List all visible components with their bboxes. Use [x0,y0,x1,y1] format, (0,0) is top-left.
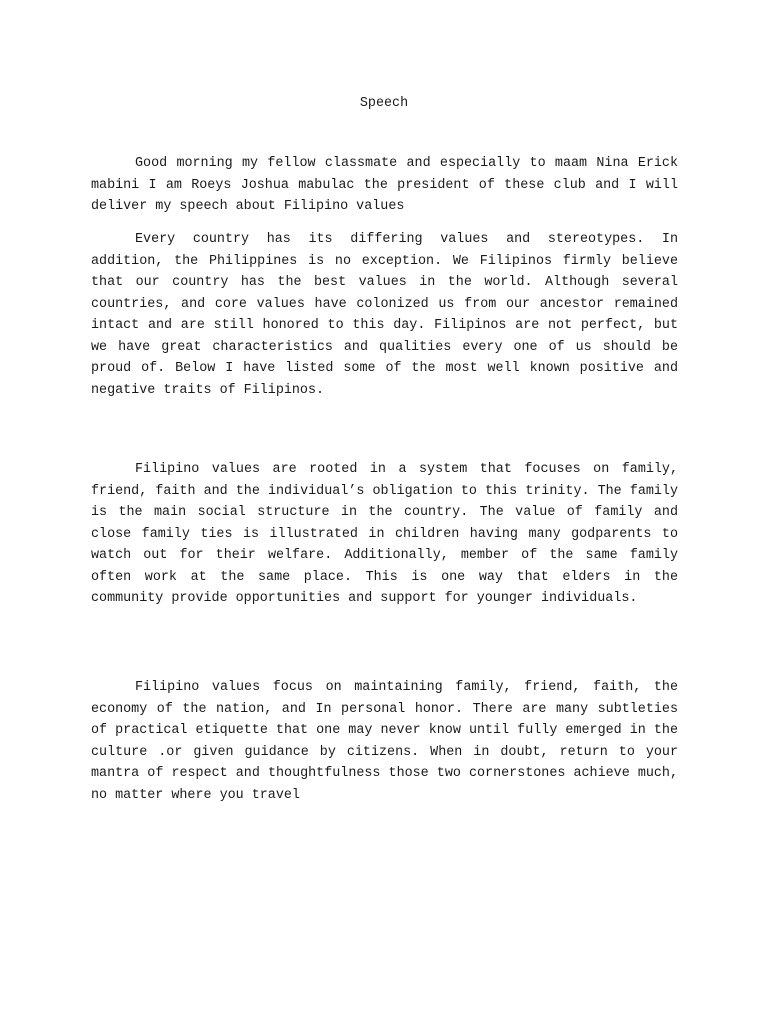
paragraph-values-intro: Every country has its differing values and stereotypes. In addition, the Philippines is no exception. We Filipinos firmly believe that our country has the best values in the world. Although several countries, and core values have colonized us from our ancestor remained intact and are still honored to this day. Filipinos are not perfect, but we have great characteristics and qualities every one of us should be proud of. Below I have listed some of the most well known positive and negative traits of Filipinos. [91,232,678,398]
paragraph-conclusion: Filipino values focus on maintaining family, friend, faith, the economy of the nation, and In personal honor. There are many subtleties of practical etiquette that one may never know until fully emerged in the culture .or given guidance by citizens. When in doubt, return to your mantra of respect and thoughtfulness those two cornerstones achieve much, no matter where you travel [91,680,678,803]
paragraph-greeting: Good morning my fellow classmate and especially to maam Nina Erick mabini I am Roeys Joshua mabulac the president of these club and I will deliver my speech about Filipino values [91,156,678,214]
document-title: Speech [359,96,409,111]
paragraph-family-values: Filipino values are rooted in a system that focuses on family, friend, faith and the individual’s obligation to this trinity. The family is the main social structure in the country. The value of family and close family ties is illustrated in children having many godparents to watch out for their welfare. Additionally, member of the same family often work at the same place. This is one way that elders in the community provide opportunities and support for younger individuals. [91,462,678,606]
